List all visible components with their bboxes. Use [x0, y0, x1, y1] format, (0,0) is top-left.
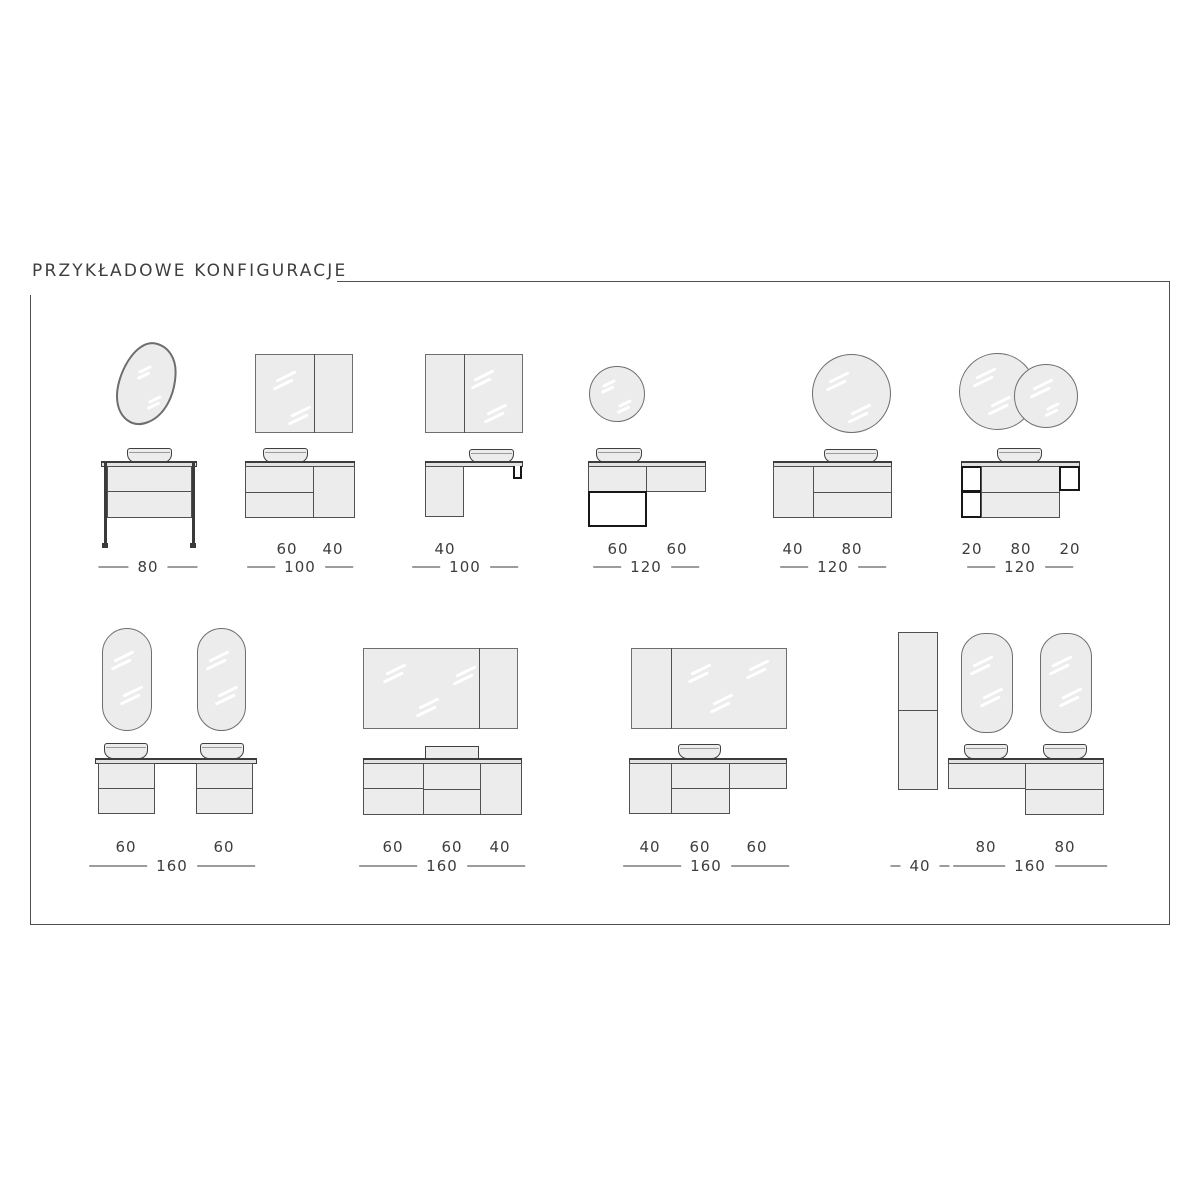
- round-mirror-small: [1014, 364, 1078, 428]
- dimension-segment: 40: [434, 540, 456, 558]
- drawer-divider: [196, 788, 253, 789]
- mirror-divider: [314, 354, 315, 433]
- dimension-segment: 40: [782, 540, 804, 558]
- drawer-unit: [646, 466, 706, 492]
- capsule-mirror: [197, 628, 246, 731]
- dimension-segment: 60: [276, 540, 298, 558]
- open-shelf: [1059, 466, 1080, 491]
- dimension-segment: 80: [841, 540, 863, 558]
- dimension-segment: 60: [689, 838, 711, 856]
- dimension-segment: 60: [213, 838, 235, 856]
- dimension-total: 160: [623, 857, 789, 875]
- dimension-segment: 60: [115, 838, 137, 856]
- drawer-divider: [363, 788, 424, 789]
- dimension-segment: 20: [961, 540, 983, 558]
- door-unit: [773, 466, 814, 518]
- open-shelf: [961, 491, 982, 518]
- dimension-segment: 60: [441, 838, 463, 856]
- drawer-unit-shallow: [729, 763, 787, 789]
- round-mirror: [812, 354, 891, 433]
- dimension-segment: 60: [746, 838, 768, 856]
- mirror-divider: [671, 648, 672, 729]
- dimension-total: 80: [98, 558, 197, 576]
- dimension-total: 160: [359, 857, 525, 875]
- double-mirror: [425, 354, 523, 433]
- dimension-total: 160: [953, 857, 1107, 875]
- double-mirror: [255, 354, 353, 433]
- dimension-total: 120: [780, 558, 886, 576]
- dimension-total: 120: [593, 558, 699, 576]
- console-foot: [102, 543, 108, 548]
- cabinet-divider: [898, 710, 938, 711]
- drawer-unit-shallow: [948, 763, 1026, 789]
- door-unit: [313, 466, 355, 518]
- dimension-segment: 60: [382, 838, 404, 856]
- dimension-segment: 80: [1054, 838, 1076, 856]
- washbasin: [678, 744, 721, 759]
- page-title: PRZYKŁADOWE KONFIGURACJE: [32, 261, 348, 281]
- round-mirror: [589, 366, 645, 422]
- dimension-total: 100: [247, 558, 353, 576]
- drawer-divider: [981, 492, 1060, 493]
- drawer-divider: [1025, 789, 1104, 790]
- mirror-divider: [479, 648, 480, 729]
- dimension-total: 100: [412, 558, 518, 576]
- dimension-segment: 40: [489, 838, 511, 856]
- door-unit: [629, 763, 672, 814]
- drawer-divider: [671, 788, 730, 789]
- capsule-mirror: [102, 628, 152, 731]
- dimension-total: 160: [89, 857, 255, 875]
- dimension-segment: 20: [1059, 540, 1081, 558]
- double-mirror-wide: [363, 648, 518, 729]
- open-shelf: [588, 491, 647, 527]
- drawer-divider: [98, 788, 155, 789]
- drawer-divider: [423, 789, 481, 790]
- dimension-segment: 40: [322, 540, 344, 558]
- console-foot: [190, 543, 196, 548]
- dimension-segment: 40: [639, 838, 661, 856]
- rounded-mirror: [1040, 633, 1092, 733]
- dimension-total: 120: [967, 558, 1073, 576]
- door-unit: [480, 763, 522, 815]
- shelf-divider: [107, 491, 192, 492]
- drawer-divider: [813, 492, 892, 493]
- washbasin: [964, 744, 1008, 759]
- dimension-segment: 60: [666, 540, 688, 558]
- door-unit: [425, 466, 464, 517]
- drawer-divider: [245, 492, 314, 493]
- open-shelf: [961, 466, 982, 492]
- rounded-mirror: [961, 633, 1013, 733]
- dimension-segment: 60: [607, 540, 629, 558]
- blob-mirror: [114, 341, 186, 427]
- washbasin: [104, 743, 148, 759]
- dimension-segment: 80: [1010, 540, 1032, 558]
- drawer-unit: [588, 466, 647, 492]
- dimension-side: 40: [890, 857, 949, 875]
- washbasin: [1043, 744, 1087, 759]
- wall-bracket: [513, 466, 522, 479]
- mirror-divider: [464, 354, 465, 433]
- console-leg: [192, 463, 195, 545]
- washbasin: [200, 743, 244, 759]
- dimension-segment: 80: [975, 838, 997, 856]
